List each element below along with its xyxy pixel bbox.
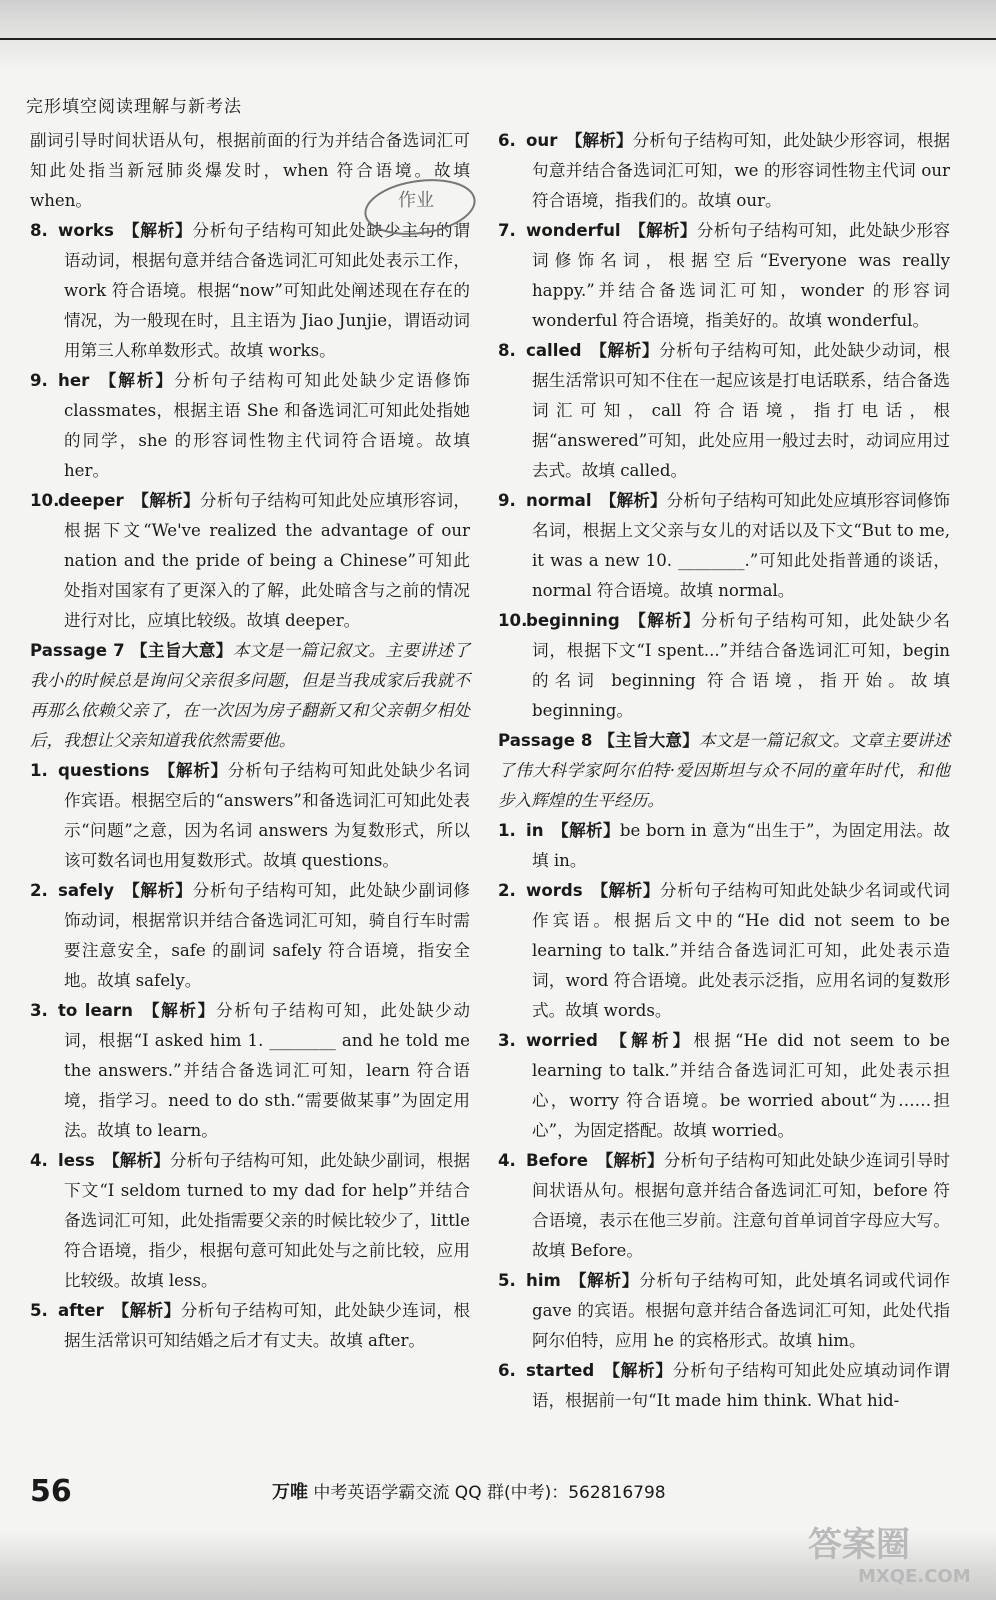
answer-item	[30, 216, 470, 366]
item-number: 10.	[30, 491, 60, 510]
site-watermark-logo	[798, 1518, 978, 1588]
watermark-sub: MXQE.COM	[858, 1566, 971, 1587]
right-column	[498, 126, 950, 1416]
item-number: 1.	[30, 761, 48, 780]
analysis-text: 分析句子结构可知此处应填动词作谓语，根据前一句“It made him think. What hid-	[532, 1361, 950, 1410]
passage-title: Passage 8 【主旨大意】	[498, 731, 699, 750]
item-answer: works	[58, 221, 114, 240]
brand-text: 中考英语学霸交流 QQ 群(中考)：562816798	[313, 1483, 666, 1503]
analysis-text: 分析句子结构可知，此处缺少形容词，根据句意并结合备选词汇可知，we 的形容词性物主代词 our 符合语境，指我们的。故填 our。	[532, 131, 951, 210]
analysis-text: 分析句子结构可知此处应填形容词，根据下文“We've realized the advantage of our nation and the pride of being a Chinese”可知此处指对国家有了更深入的了解，此处暗含与之前的情况进行对比，应填比较级。故填 deeper。	[64, 491, 470, 630]
item-number: 5.	[30, 1301, 48, 1320]
answer-item	[498, 1356, 950, 1416]
analysis-tag: 【解析】	[157, 761, 228, 780]
item-answer: deeper	[58, 491, 124, 510]
item-answer: wonderful	[526, 221, 621, 240]
left-column	[30, 126, 470, 1356]
passage-summary-text: 本文是一篇记叙文。文章主要讲述了伟大科学家阿尔伯特·爱因斯坦与众不同的童年时代，和他步入辉煌的生平经历。	[498, 731, 950, 810]
analysis-text: 分析句子结构可知此处缺少主句的谓语动词，根据句意并结合备选词汇可知此处表示工作，work 符合语境。根据“now”可知此处阐述现在存在的情况，为一般现在时，且主语为 Jiao Junjie，谓语动词用第三人称单数形式。故填 works。	[64, 221, 470, 360]
answer-item	[498, 606, 950, 726]
item-answer: in	[526, 821, 544, 840]
answer-item	[498, 1026, 950, 1146]
item-number: 5.	[498, 1271, 516, 1290]
answer-item	[498, 126, 950, 216]
item-number: 2.	[30, 881, 48, 900]
analysis-text: 分析句子结构可知，此处缺少副词修饰动词，根据常识并结合备选词汇可知，骑自行车时需要注意安全，safe 的副词 safely 符合语境，指安全地。故填 safely。	[64, 881, 471, 990]
answer-item	[30, 486, 470, 636]
analysis-text: 分析句子结构可知，此处缺少连词，根据生活常识可知结婚之后才有丈夫。故填 after。	[64, 1301, 471, 1350]
answer-item	[30, 756, 470, 876]
analysis-text: 分析句子结构可知此处缺少定语修饰 classmates，根据主语 She 和备选词汇可知此处指她的同学，she 的形容词性物主代词符合语境。故填 her。	[64, 371, 470, 480]
analysis-text: 分析句子结构可知此处缺少名词作宾语。根据空后的“answers”和备选词汇可知此处表示“问题”之意，因为名词 answers 为复数形式，所以该可数名词也用复数形式。故填 questions。	[64, 761, 471, 870]
analysis-text: 分析句子结构可知，此处缺少名词，根据下文“I spent...”并结合备选词汇可知，begin 的名词 beginning 符合语境，指开始。故填 beginning。	[532, 611, 951, 720]
answer-item	[498, 816, 950, 876]
analysis-text: 分析句子结构可知，此处缺少形容词修饰名词，根据空后“Everyone was really happy.”并结合备选词汇可知，wonder 的形容词 wonderful 符合语境，指美好的。故填 wonderful。	[532, 221, 951, 330]
analysis-tag: 【解析】	[112, 1301, 181, 1320]
continued-paragraph: 副词引导时间状语从句，根据前面的行为并结合备选词汇可知此处指当新冠肺炎爆发时，when 符合语境。故填 when。	[30, 131, 470, 210]
answer-item	[30, 366, 470, 486]
item-number: 3.	[30, 1001, 48, 1020]
analysis-text: 分析句子结构可知，此处缺少动词，根据“I asked him 1. ________ and he told me the answers.”并结合备选词汇可知，learn 符合语境，指学习。need to do sth.“需要做某事”为固定用法。故填 to learn。	[64, 1001, 470, 1140]
item-answer: normal	[526, 491, 592, 510]
brand-logo: 万唯	[272, 1482, 308, 1503]
analysis-tag: 【解析】	[590, 881, 660, 900]
watermark-main: 答案圈	[808, 1525, 910, 1565]
handwritten-stamp	[360, 176, 480, 238]
analysis-text: 分析句子结构可知此处缺少连词引导时间状语从句。根据句意并结合备选词汇可知，before 符合语境，表示在他三岁前。注意句首单词首字母应大写。故填 Before。	[532, 1151, 951, 1260]
page-header-title: 完形填空阅读理解与新考法	[26, 97, 242, 117]
item-answer: beginning	[526, 611, 620, 630]
top-divider	[0, 38, 996, 40]
analysis-text: be born in 意为“出生于”，为固定用法。故填 in。	[532, 821, 950, 870]
item-number: 6.	[498, 131, 516, 150]
answer-item	[30, 1146, 470, 1296]
item-number: 7.	[498, 221, 516, 240]
item-answer: her	[58, 371, 90, 390]
item-number: 9.	[30, 371, 48, 390]
item-answer: started	[526, 1361, 595, 1380]
item-number: 6.	[498, 1361, 516, 1380]
analysis-tag: 【解析】	[596, 1151, 664, 1170]
analysis-tag: 【解析】	[122, 881, 193, 900]
item-answer: him	[526, 1271, 561, 1290]
analysis-tag: 【解析】	[589, 341, 660, 360]
answer-item	[498, 486, 950, 606]
analysis-text: 分析句子结构可知，此处缺少动词，根据生活常识可知不住在一起应该是打电话联系，结合备选词汇可知，call 符合语境，指打电话，根据“answered”可知，此处应用一般过去时，动词应用过去式。故填 called。	[532, 341, 951, 480]
analysis-text: 根据“He did not seem to be learning to talk.”并结合备选词汇可知，此处表示担心，worry 符合语境。be worried about“为……担心”，为固定搭配。故填 worried。	[532, 1031, 950, 1140]
top-scan-band	[0, 0, 996, 72]
stamp-text: 作业	[398, 190, 434, 211]
item-answer: less	[58, 1151, 95, 1170]
footer-brand	[272, 1478, 666, 1504]
answer-item	[498, 336, 950, 486]
analysis-tag: 【解析】	[551, 821, 620, 840]
item-number: 1.	[498, 821, 516, 840]
item-number: 4.	[30, 1151, 48, 1170]
analysis-tag: 【解析】	[569, 1271, 640, 1290]
item-number: 8.	[30, 221, 48, 240]
analysis-text: 分析句子结构可知此处缺少名词或代词作宾语。根据后文中的“He did not seem to be learning to talk.”并结合备选词汇可知，此处表示造词，word 符合语境。此处表示泛指，应用名词的复数形式。故填 words。	[532, 881, 950, 1020]
analysis-tag: 【解析】	[602, 1361, 673, 1380]
analysis-tag: 【解析】	[103, 1151, 170, 1170]
answer-item	[498, 1266, 950, 1356]
analysis-text: 分析句子结构可知，此处缺少副词，根据下文“I seldom turned to my dad for help”并结合备选词汇可知，此处指需要父亲的时候比较少了，little 符合语境，指少，根据句意可知此处与之前比较，应用比较级。故填 less。	[64, 1151, 471, 1290]
answer-item	[30, 1296, 470, 1356]
item-number: 4.	[498, 1151, 516, 1170]
passage-summary	[498, 726, 950, 816]
passage-summary	[30, 636, 470, 756]
analysis-tag: 【解析】	[132, 491, 200, 510]
item-number: 3.	[498, 1031, 516, 1050]
analysis-tag: 【解析】	[628, 221, 697, 240]
analysis-text: 分析句子结构可知此处应填形容词修饰名词，根据上文父亲与女儿的对话以及下文“But to me, it was a new 10. ________.”可知此处指普通的谈话，normal 符合语境。故填 normal。	[532, 491, 951, 600]
analysis-tag: 【解析】	[599, 491, 667, 510]
item-answer: after	[58, 1301, 104, 1320]
item-answer: safely	[58, 881, 115, 900]
analysis-text: 分析句子结构可知，此处填名词或代词作 gave 的宾语。根据句意并结合备选词汇可知，此处代指阿尔伯特，应用 he 的宾格形式。故填 him。	[532, 1271, 951, 1350]
analysis-tag: 【解析】	[122, 221, 193, 240]
item-answer: worried	[526, 1031, 598, 1050]
item-answer: to learn	[58, 1001, 133, 1020]
passage-title: Passage 7 【主旨大意】	[30, 641, 233, 660]
item-number: 9.	[498, 491, 516, 510]
answer-item	[30, 876, 470, 996]
passage-summary-text: 本文是一篇记叙文。主要讲述了我小的时候总是询问父亲很多问题，但是当我成家后我就不再那么依赖父亲了，在一次因为房子翻新又和父亲朝夕相处后，我想让父亲知道我依然需要他。	[30, 641, 470, 750]
answer-item	[498, 876, 950, 1026]
analysis-tag: 【解析】	[97, 371, 175, 390]
item-answer: Before	[526, 1151, 588, 1170]
item-number: 8.	[498, 341, 516, 360]
analysis-tag: 【解析】	[565, 131, 633, 150]
answer-item	[498, 1146, 950, 1266]
item-answer: our	[526, 131, 558, 150]
page-number: 56	[30, 1474, 72, 1509]
item-answer: questions	[58, 761, 150, 780]
item-answer: words	[526, 881, 583, 900]
analysis-tag: 【解析】	[606, 1031, 694, 1050]
item-answer: called	[526, 341, 582, 360]
item-number: 2.	[498, 881, 516, 900]
item-number: 10.	[498, 611, 528, 630]
analysis-tag: 【解析】	[628, 611, 701, 630]
analysis-tag: 【解析】	[141, 1001, 216, 1020]
answer-item	[30, 996, 470, 1146]
answer-item	[498, 216, 950, 336]
